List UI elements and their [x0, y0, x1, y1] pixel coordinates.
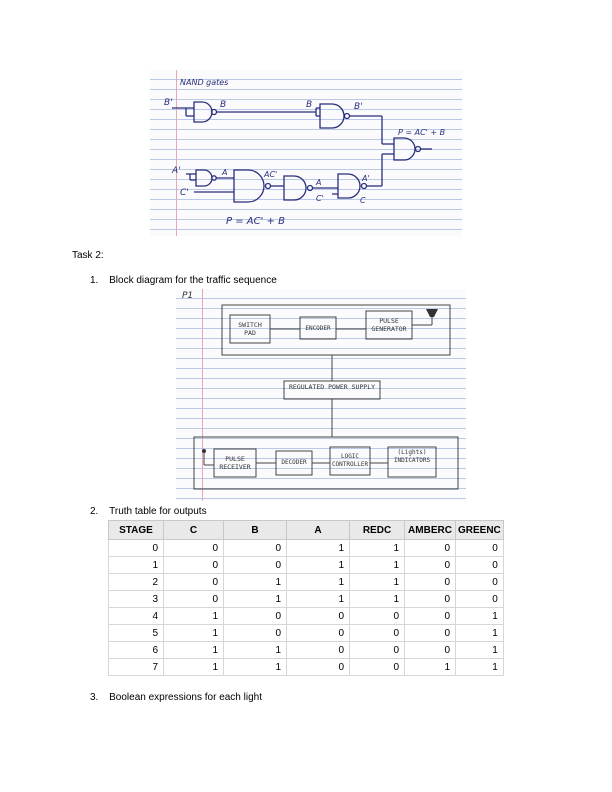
- cell: 0: [405, 608, 456, 625]
- cell: 0: [350, 642, 405, 659]
- cell: 1: [224, 659, 287, 676]
- label-a2: A: [316, 178, 322, 187]
- cell: 0: [405, 625, 456, 642]
- section-1-title: Block diagram for the traffic sequence: [109, 275, 277, 286]
- cell: 0: [350, 659, 405, 676]
- cell: 0: [456, 557, 504, 574]
- cell: 2: [109, 574, 164, 591]
- cell: 1: [224, 642, 287, 659]
- cell: 1: [456, 608, 504, 625]
- header-greenc: GREENC: [456, 521, 504, 540]
- cell: 0: [224, 557, 287, 574]
- encoder-block: ENCODER: [305, 325, 331, 332]
- cell: 6: [109, 642, 164, 659]
- cell: 1: [350, 557, 405, 574]
- cell: 7: [109, 659, 164, 676]
- cell: 0: [164, 557, 224, 574]
- nand-title: NAND gates: [180, 78, 229, 87]
- cell: 0: [287, 642, 350, 659]
- table-row: [109, 591, 504, 608]
- cell: 1: [456, 642, 504, 659]
- header-amberc: AMBERC: [405, 521, 456, 540]
- truth-table: [108, 520, 504, 676]
- nand-gates-sketch: [150, 70, 462, 236]
- section-2-title: Truth table for outputs: [109, 506, 207, 517]
- cell: 0: [109, 540, 164, 557]
- header-a: A: [287, 521, 350, 540]
- label-ac-prime: AC': [264, 170, 278, 179]
- cell: 0: [456, 591, 504, 608]
- decoder-block: DECODER: [281, 459, 307, 466]
- cell: 0: [287, 608, 350, 625]
- table-row: [109, 608, 504, 625]
- label-a-prime: A': [172, 166, 181, 176]
- cell: 1: [164, 659, 224, 676]
- formula: P = AC' + B: [226, 216, 285, 227]
- truth-table-header: [109, 521, 504, 540]
- section-2-number: 2.: [90, 506, 99, 517]
- section-3-title: Boolean expressions for each light: [109, 692, 262, 703]
- section-1-number: 1.: [90, 275, 99, 286]
- table-row: [109, 540, 504, 557]
- cell: 4: [109, 608, 164, 625]
- cell: 1: [456, 625, 504, 642]
- cell: 0: [164, 540, 224, 557]
- logic-controller-block: LOGIC CONTROLLER: [331, 453, 369, 468]
- section-1-heading: [90, 275, 277, 286]
- cell: 1: [350, 540, 405, 557]
- cell: 1: [287, 574, 350, 591]
- cell: 0: [224, 625, 287, 642]
- table-row: [109, 642, 504, 659]
- cell: 0: [350, 625, 405, 642]
- label-output: P = AC' + B: [398, 128, 446, 137]
- label-c-prime: C': [180, 188, 189, 198]
- header-b: B: [224, 521, 287, 540]
- pulse-receiver-block: PULSE RECEIVER: [219, 455, 251, 471]
- section-3-number: 3.: [90, 692, 99, 703]
- cell: 1: [109, 557, 164, 574]
- cell: 1: [164, 608, 224, 625]
- cell: 0: [350, 608, 405, 625]
- header-stage: STAGE: [109, 521, 164, 540]
- cell: 0: [456, 540, 504, 557]
- label-b-prime-out: B': [354, 102, 363, 112]
- cell: 1: [350, 591, 405, 608]
- cell: 0: [224, 540, 287, 557]
- p1-label: P1: [182, 291, 194, 301]
- cell: 0: [287, 625, 350, 642]
- label-a-prime2: A': [362, 174, 370, 183]
- cell: 1: [405, 659, 456, 676]
- cell: 0: [456, 574, 504, 591]
- cell: 1: [164, 642, 224, 659]
- cell: 1: [164, 625, 224, 642]
- label-b-prime-in: B': [164, 98, 173, 108]
- section-3-heading: [90, 692, 262, 703]
- cell: 5: [109, 625, 164, 642]
- cell: 0: [405, 557, 456, 574]
- cell: 0: [405, 574, 456, 591]
- nand-circuit-drawing: [150, 70, 462, 236]
- power-supply-block: REGULATED POWER SUPPLY: [288, 383, 376, 391]
- table-row: [109, 659, 504, 676]
- cell: 1: [456, 659, 504, 676]
- table-row: [109, 557, 504, 574]
- cell: 1: [287, 557, 350, 574]
- table-row: [109, 574, 504, 591]
- label-a: A: [222, 168, 228, 177]
- cell: 1: [224, 591, 287, 608]
- cell: 0: [224, 608, 287, 625]
- cell: 3: [109, 591, 164, 608]
- cell: 0: [405, 591, 456, 608]
- label-b-in2: B: [306, 100, 313, 110]
- cell: 0: [405, 540, 456, 557]
- label-b-mid: B: [220, 100, 227, 110]
- block-diagram-sketch: [176, 289, 466, 501]
- table-row: [109, 625, 504, 642]
- label-c3: C: [360, 196, 366, 205]
- header-c: C: [164, 521, 224, 540]
- cell: 0: [287, 659, 350, 676]
- cell: 1: [287, 591, 350, 608]
- task-heading: Task 2:: [72, 250, 104, 261]
- indicators-block: (Lights) INDICATORS: [393, 449, 431, 464]
- header-redc: REDC: [350, 521, 405, 540]
- section-2-heading: [90, 506, 207, 517]
- cell: 1: [350, 574, 405, 591]
- switch-pad-block: SWITCH PAD: [238, 321, 262, 337]
- cell: 0: [164, 574, 224, 591]
- pulse-generator-block: PULSE GENERATOR: [371, 317, 407, 333]
- label-c2: C': [316, 194, 324, 203]
- cell: 1: [224, 574, 287, 591]
- cell: 1: [287, 540, 350, 557]
- cell: 0: [405, 642, 456, 659]
- cell: 0: [164, 591, 224, 608]
